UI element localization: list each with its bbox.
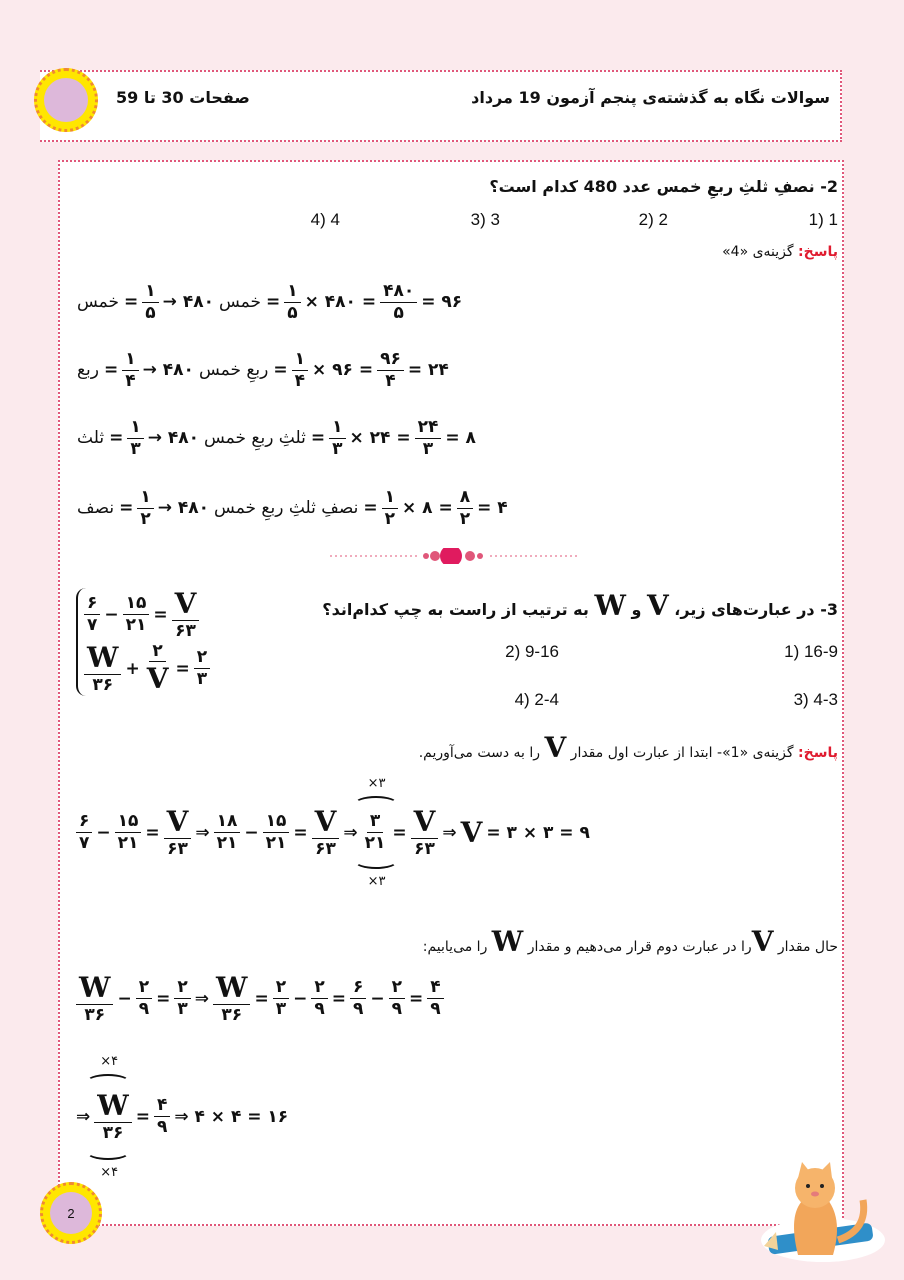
fraction bbox=[292, 350, 308, 391]
math-token: = bbox=[135, 1106, 150, 1127]
fraction bbox=[382, 488, 398, 529]
numerator: ۱ bbox=[284, 282, 300, 303]
math-word: خمس bbox=[218, 292, 261, 313]
math-token: ⇒ bbox=[343, 822, 358, 843]
numerator: ۴ bbox=[427, 978, 443, 999]
fraction bbox=[362, 776, 389, 890]
q3-solve-w-line-1 bbox=[74, 972, 446, 1026]
math-token: × ۹۶ = bbox=[311, 360, 374, 381]
q2-option-2: 2 (2 bbox=[638, 210, 668, 229]
denominator: ۷ bbox=[87, 614, 98, 635]
numerator: ۲ bbox=[389, 978, 405, 999]
numerator: ۲ bbox=[311, 978, 327, 999]
denominator: ۹ bbox=[314, 998, 325, 1019]
fraction bbox=[154, 1096, 170, 1137]
denominator: ۹ bbox=[138, 998, 150, 1019]
q2-math-line-4 bbox=[74, 488, 510, 529]
math-token: = bbox=[273, 360, 288, 381]
denominator: ۳ bbox=[422, 438, 434, 459]
fraction bbox=[377, 350, 404, 391]
fraction bbox=[194, 648, 210, 689]
numerator: V bbox=[164, 806, 192, 839]
numerator: ۸ bbox=[457, 488, 473, 509]
numerator: ۲ bbox=[174, 978, 190, 999]
q2-option-3: 3 (3 bbox=[470, 210, 500, 229]
math-word: ثلث bbox=[77, 428, 105, 449]
denominator: ۲۱ bbox=[216, 832, 238, 853]
q2-question: 2- نصفِ ثلثِ ربعِ خمس عدد 480 کدام است؟ bbox=[489, 177, 838, 196]
q2-option-1: 1 (1 bbox=[808, 210, 838, 229]
numerator: ۱ bbox=[329, 418, 345, 439]
math-token: × ۴۸۰ = bbox=[304, 292, 377, 313]
math-token: ⇒ bbox=[76, 1106, 91, 1127]
q2-answer bbox=[722, 244, 838, 260]
math-token: − bbox=[244, 822, 259, 843]
math-token: − bbox=[370, 988, 385, 1009]
denominator: ۳۶ bbox=[84, 1005, 106, 1026]
math-token: = bbox=[409, 988, 424, 1009]
math-token: V bbox=[460, 815, 483, 849]
fraction bbox=[144, 642, 172, 696]
math-token: ⇒ ۴ × ۴ = ۱۶ bbox=[174, 1106, 289, 1127]
fraction bbox=[213, 972, 250, 1026]
numerator: ۱۵ bbox=[123, 594, 150, 615]
math-token: = bbox=[124, 292, 139, 313]
denominator: ۹ bbox=[430, 998, 441, 1019]
math-token: + bbox=[125, 658, 140, 679]
fraction bbox=[115, 812, 142, 853]
q3-option-3: 4-3 (3 bbox=[793, 690, 838, 709]
denominator: ۲۱ bbox=[364, 832, 386, 853]
math-token: = ۲۴ bbox=[407, 360, 449, 381]
numerator: ۶ bbox=[350, 978, 366, 999]
math-token: = ۴ bbox=[477, 498, 508, 519]
math-token: ⇒ bbox=[194, 988, 209, 1009]
denominator: ۹ bbox=[391, 998, 402, 1019]
numerator: W bbox=[94, 1090, 131, 1123]
fraction bbox=[76, 972, 113, 1026]
denominator: ۷ bbox=[79, 832, 90, 853]
header-badge bbox=[34, 68, 98, 132]
var-v: V bbox=[751, 925, 774, 958]
math-token: ⇒ bbox=[195, 822, 210, 843]
fraction bbox=[122, 350, 138, 391]
math-word: ثلثِ ربعِ خمس bbox=[204, 428, 306, 449]
q2-math-line-2 bbox=[74, 350, 451, 391]
numerator: ۱ bbox=[382, 488, 398, 509]
arrow-arc-bottom-icon bbox=[86, 1144, 130, 1160]
numerator: V bbox=[411, 806, 439, 839]
denominator: ۶۳ bbox=[414, 839, 435, 860]
fraction bbox=[350, 978, 366, 1019]
denominator: ۶۳ bbox=[175, 621, 196, 642]
numerator: ۱۵ bbox=[263, 812, 290, 833]
math-word: ربع bbox=[77, 360, 99, 381]
math-token: = bbox=[109, 428, 124, 449]
numerator: ۲ bbox=[136, 978, 152, 999]
math-word: ربعِ خمس bbox=[198, 360, 269, 381]
denominator: ۲ bbox=[140, 508, 151, 529]
math-token: → ۴۸۰ bbox=[157, 498, 210, 519]
numerator: ۱ bbox=[127, 418, 143, 439]
math-token: → ۴۸۰ bbox=[162, 292, 214, 313]
answer-text: گزینه‌ی «4» bbox=[722, 244, 799, 260]
math-token: = bbox=[104, 360, 119, 381]
numerator: V bbox=[172, 588, 200, 621]
multiplier-label: ×۴ bbox=[100, 1164, 119, 1180]
fraction bbox=[312, 806, 340, 860]
q3-equation-system bbox=[76, 588, 212, 696]
math-token: = bbox=[363, 498, 378, 519]
numerator: W bbox=[84, 642, 121, 675]
denominator: ۳۶ bbox=[221, 1005, 243, 1026]
denominator: ۴ bbox=[294, 370, 305, 391]
math-token: = bbox=[392, 822, 407, 843]
var-w: W bbox=[491, 925, 524, 958]
fraction bbox=[380, 282, 417, 323]
answer-label: پاسخ: bbox=[798, 244, 838, 260]
math-token: = bbox=[119, 498, 134, 519]
math-token: = ۸ bbox=[445, 428, 476, 449]
q3-answer bbox=[418, 731, 838, 764]
math-token: − bbox=[293, 988, 308, 1009]
denominator: ۳ bbox=[177, 998, 188, 1019]
denominator: ۲ bbox=[384, 508, 395, 529]
denominator: ۲ bbox=[459, 508, 471, 529]
math-token: − bbox=[117, 988, 132, 1009]
numerator: ۱۵ bbox=[115, 812, 142, 833]
fraction bbox=[172, 588, 200, 642]
header-box bbox=[40, 70, 842, 142]
fraction bbox=[214, 812, 241, 853]
arrow-arc-top-icon bbox=[86, 1074, 130, 1090]
math-word: نصفِ ثلثِ ربعِ خمس bbox=[214, 498, 359, 519]
q2-option-4: 4 (4 bbox=[310, 210, 340, 229]
numerator: V bbox=[312, 806, 340, 839]
numerator: ۹۶ bbox=[377, 350, 404, 371]
math-token: × ۲۴ = bbox=[349, 428, 411, 449]
section-divider bbox=[330, 548, 580, 564]
math-token: ⇒ bbox=[442, 822, 457, 843]
math-token: = bbox=[156, 988, 171, 1009]
denominator: ۳۶ bbox=[92, 675, 114, 696]
math-token: = bbox=[310, 428, 326, 449]
math-token: → ۴۸۰ bbox=[147, 428, 199, 449]
numerator: W bbox=[213, 972, 250, 1005]
header-title: سوالات نگاه به گذشته‌ی پنجم آزمون 19 مرداد bbox=[471, 88, 830, 107]
denominator: ۹ bbox=[352, 998, 364, 1019]
denominator: ۲۱ bbox=[117, 832, 139, 853]
system-equation bbox=[82, 588, 201, 642]
var-w: W bbox=[594, 589, 626, 622]
numerator: ۴ bbox=[154, 1096, 170, 1117]
denominator: ۶۳ bbox=[167, 839, 188, 860]
math-token: = bbox=[293, 822, 308, 843]
q3-solve-w-line-2 bbox=[74, 1054, 290, 1180]
denominator: ۳ bbox=[196, 668, 208, 689]
math-word: نصف bbox=[77, 498, 115, 519]
fraction bbox=[164, 806, 192, 860]
math-token: = bbox=[265, 292, 281, 313]
math-token: = bbox=[254, 988, 269, 1009]
fraction bbox=[137, 488, 153, 529]
header-pages: صفحات 30 تا 59 bbox=[116, 88, 250, 107]
fraction bbox=[273, 978, 289, 1019]
q2-math-line-3 bbox=[74, 418, 478, 459]
multiplier-label: ×۴ bbox=[100, 1054, 119, 1069]
step-text: را در عبارت دوم قرار می‌دهیم و مقدار bbox=[523, 939, 752, 955]
numerator: ۱ bbox=[137, 488, 153, 509]
denominator: V bbox=[146, 662, 169, 696]
fraction bbox=[174, 978, 190, 1019]
q2-math-line-1 bbox=[74, 282, 464, 323]
denominator: ۳۶ bbox=[102, 1123, 124, 1144]
numerator: ۲ bbox=[273, 978, 289, 999]
math-token: = bbox=[175, 658, 190, 679]
answer-text: را به دست می‌آوریم. bbox=[418, 745, 545, 761]
q3-question bbox=[322, 589, 838, 622]
q3-question-part: و bbox=[625, 600, 647, 619]
fraction bbox=[329, 418, 345, 459]
fraction bbox=[142, 282, 158, 323]
step-text: حال مقدار bbox=[773, 939, 838, 955]
numerator: ۲۴ bbox=[415, 418, 442, 439]
q3-question-part: 3- در عبارت‌های زیر، bbox=[668, 600, 838, 619]
step-text: را می‌یابیم: bbox=[422, 939, 492, 955]
denominator: ۵ bbox=[145, 302, 156, 323]
fraction bbox=[411, 806, 439, 860]
denominator: ۲۱ bbox=[125, 614, 147, 635]
math-token: = ۹۶ bbox=[421, 292, 463, 313]
fraction bbox=[389, 978, 405, 1019]
math-token: = bbox=[153, 604, 168, 625]
arrow-arc-top-icon bbox=[354, 796, 398, 812]
fraction bbox=[94, 1054, 131, 1180]
denominator: ۵ bbox=[393, 302, 404, 323]
var-v: V bbox=[647, 589, 669, 622]
page-number: 2 bbox=[50, 1192, 92, 1234]
fraction bbox=[123, 594, 150, 635]
numerator: ۴۸۰ bbox=[380, 282, 417, 303]
answer-label: پاسخ: bbox=[798, 745, 838, 761]
q3-option-2: 9-16 (2 bbox=[505, 642, 559, 661]
denominator: ۳ bbox=[275, 998, 287, 1019]
fraction bbox=[415, 418, 442, 459]
fraction bbox=[84, 594, 100, 635]
denominator: ۵ bbox=[287, 302, 298, 323]
math-token: × ۸ = bbox=[402, 498, 453, 519]
math-word: خمس bbox=[77, 292, 120, 313]
numerator: ۱ bbox=[292, 350, 308, 371]
numerator: ۶ bbox=[84, 594, 100, 615]
numerator: ۲ bbox=[149, 642, 165, 663]
q3-solve-v bbox=[74, 776, 592, 890]
multiplier-label: ×۳ bbox=[367, 874, 386, 890]
denominator: ۶۳ bbox=[315, 839, 336, 860]
math-token: → ۴۸۰ bbox=[142, 360, 194, 381]
denominator: ۳ bbox=[130, 438, 141, 459]
numerator: ۶ bbox=[76, 812, 92, 833]
system-equation bbox=[82, 642, 212, 696]
math-token: = ۳ × ۳ = ۹ bbox=[486, 822, 590, 843]
fraction bbox=[284, 282, 300, 323]
numerator: ۱ bbox=[122, 350, 138, 371]
denominator: ۴ bbox=[385, 370, 396, 391]
answer-text: گزینه‌ی «1»- ابتدا از عبارت اول مقدار bbox=[566, 745, 799, 761]
numerator: W bbox=[76, 972, 113, 1005]
fraction bbox=[457, 488, 473, 529]
denominator: ۳ bbox=[332, 438, 343, 459]
math-token: − bbox=[96, 822, 111, 843]
numerator: ۱ bbox=[142, 282, 158, 303]
fraction bbox=[263, 812, 290, 853]
fraction bbox=[127, 418, 143, 459]
fraction bbox=[427, 978, 443, 1019]
fraction bbox=[136, 978, 152, 1019]
denominator: ۲۱ bbox=[265, 832, 287, 853]
q3-option-4: 2-4 (4 bbox=[514, 690, 559, 709]
page-number-badge bbox=[40, 1182, 102, 1244]
math-token: = bbox=[331, 988, 346, 1009]
cat-illustration bbox=[758, 1160, 888, 1265]
numerator: ۲ bbox=[194, 648, 210, 669]
fraction bbox=[84, 642, 121, 696]
q3-step-text bbox=[422, 925, 838, 958]
math-token: = bbox=[145, 822, 160, 843]
numerator: ۱۸ bbox=[214, 812, 241, 833]
q3-question-part: به ترتیب از راست به چپ کدام‌اند؟ bbox=[322, 600, 595, 619]
multiplier-label: ×۳ bbox=[367, 776, 386, 792]
fraction bbox=[76, 812, 92, 853]
numerator: ۳ bbox=[367, 812, 383, 833]
denominator: ۴ bbox=[125, 370, 136, 391]
var-v: V bbox=[544, 731, 567, 764]
fraction bbox=[311, 978, 327, 1019]
q3-option-1: 16-9 (1 bbox=[784, 642, 838, 661]
math-token: − bbox=[104, 604, 119, 625]
denominator: ۹ bbox=[156, 1116, 168, 1137]
